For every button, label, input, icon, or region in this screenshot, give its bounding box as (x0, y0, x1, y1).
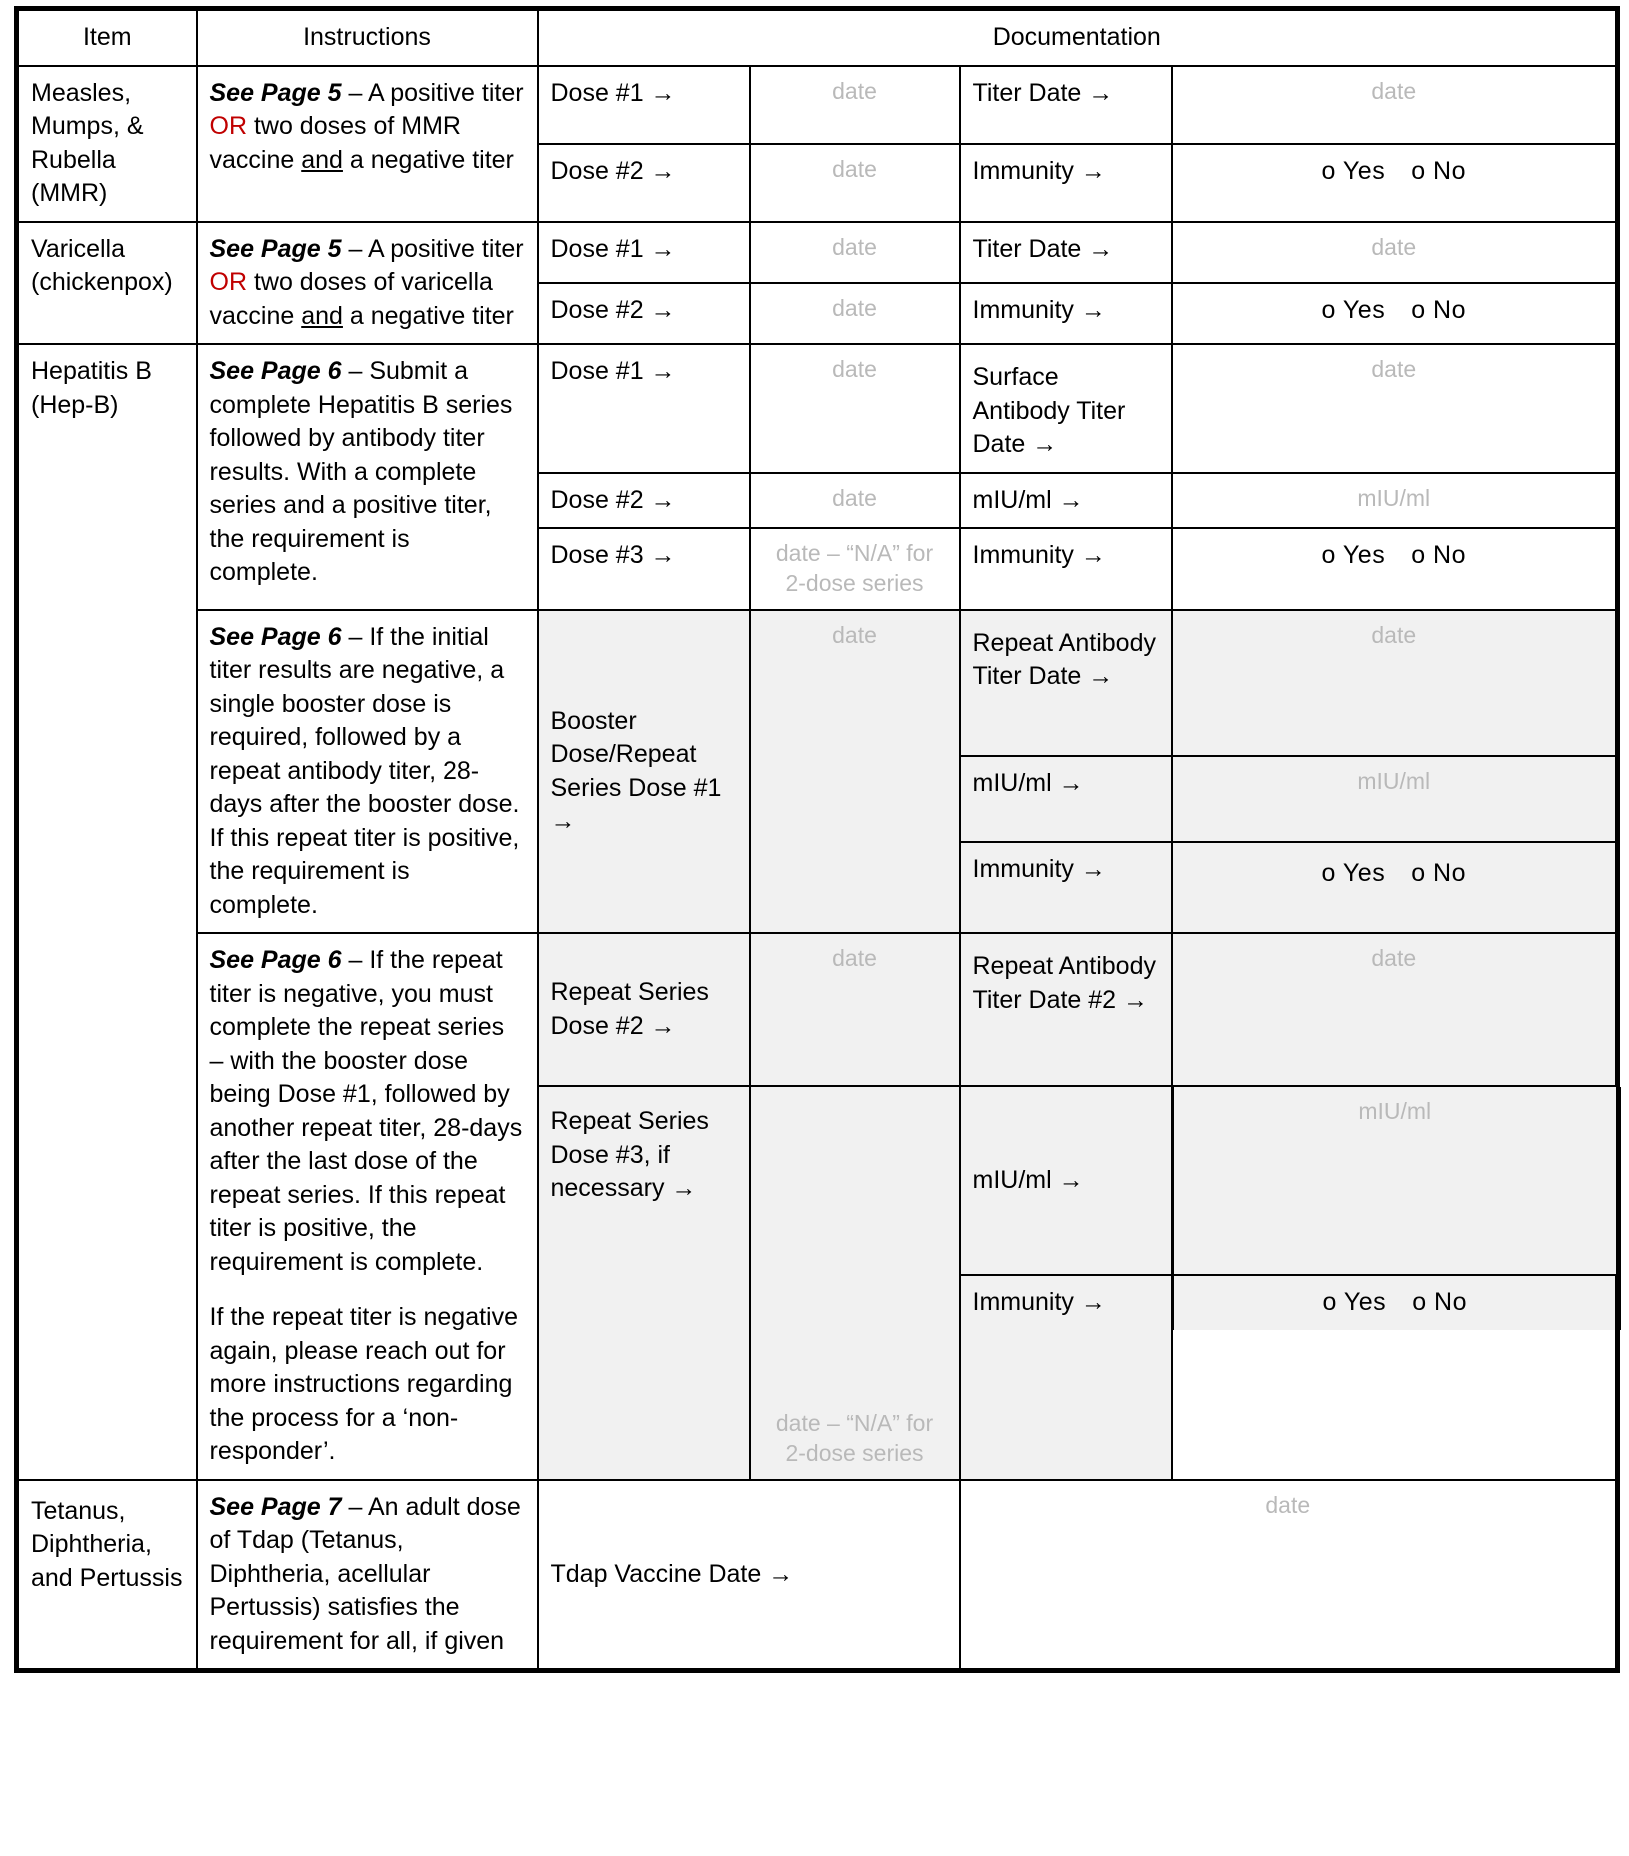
and-keyword-varicella: and (301, 301, 343, 330)
placeholder-date: date (1265, 1491, 1311, 1518)
column-header-instructions: Instructions (197, 9, 538, 66)
table-row-hepb-repeat-miu (961, 1087, 1619, 1275)
immunization-requirements-table (14, 6, 1620, 1673)
table-row-hepb-repeat-dose2 (17, 933, 1618, 1086)
label-hepb-repeat-miu: mIU/ml → (961, 1087, 1173, 1275)
label-hepb-dose2: Dose #2 → (538, 473, 750, 529)
option-yes[interactable]: o Yes (1321, 858, 1386, 887)
field-hepb-immunity-choice[interactable] (1172, 528, 1618, 610)
label-hepb-surface-antibody-titer-date: Surface Antibody Titer Date → (960, 344, 1172, 473)
instructions-varicella-b: two doses of varicella vaccine (209, 268, 493, 330)
field-hepb-repeat-immunity-choice[interactable] (1173, 1275, 1619, 1330)
placeholder-date: date (832, 945, 877, 972)
placeholder-date: date (832, 621, 877, 648)
label-hepb-booster-dose: Booster Dose/Repeat Series Dose #1 → (538, 610, 750, 934)
field-varicella-dose2-date[interactable] (750, 283, 960, 344)
instructions-tdap-body: – An adult dose of Tdap (Tetanus, Diphtheria, acellular Pertussis) satisfies the requirement for all, if given (209, 1492, 521, 1655)
instructions-mmr-b: two doses of MMR vaccine (209, 112, 461, 174)
field-mmr-dose1-date[interactable] (750, 66, 960, 144)
instructions-hepb-3-p1 (210, 944, 525, 1279)
placeholder-date: date (832, 155, 877, 182)
item-label-varicella: Varicella (chickenpox) (17, 222, 197, 345)
field-hepb-repeat-dose2-date[interactable] (750, 933, 960, 1086)
placeholder-date: date (1371, 356, 1417, 382)
table-row-varicella-dose1 (17, 222, 1618, 283)
column-header-documentation: Documentation (538, 9, 1618, 66)
instructions-varicella (197, 222, 538, 345)
label-mmr-dose2: Dose #2 → (538, 144, 750, 222)
label-tdap-vaccine-date: Tdap Vaccine Date → (538, 1480, 960, 1671)
table-row-mmr-dose1 (17, 66, 1618, 144)
item-label-hepatitis-b: Hepatitis B (Hep-B) (17, 344, 197, 1480)
table-header-row (17, 9, 1618, 66)
field-varicella-dose1-date[interactable] (750, 222, 960, 283)
column-header-item: Item (17, 9, 197, 66)
placeholder-date: date (1371, 945, 1417, 972)
instructions-hepb-3-body: – If the repeat titer is negative, you must complete the repeat series – with the booster dose being Dose #1, followed by another repeat titer, 28-days after the last dose of the repeat series. If this repeat titer is positive, the requirement is complete. (209, 946, 523, 1276)
label-hepb-repeat-immunity: Immunity → (961, 1275, 1173, 1330)
label-hepb-repeat-antibody-titer-date: Repeat Antibody Titer Date → (960, 610, 1172, 756)
placeholder-date-na: date – “N/A” for 2-dose series (775, 540, 934, 596)
or-keyword-mmr: OR (209, 112, 247, 140)
instructions-tdap (197, 1480, 538, 1671)
label-mmr-immunity: Immunity → (960, 144, 1172, 222)
label-mmr-dose1: Dose #1 → (538, 66, 750, 144)
label-hepb-booster-miu: mIU/ml → (960, 756, 1172, 841)
placeholder-date-na: date – “N/A” for 2-dose series (775, 1410, 934, 1466)
instructions-mmr (197, 66, 538, 222)
placeholder-miu: mIU/ml (1358, 1098, 1432, 1125)
field-varicella-titer-date[interactable] (1172, 222, 1618, 283)
option-no[interactable]: o No (1411, 858, 1467, 887)
placeholder-date: date (1371, 77, 1417, 104)
field-hepb-dose3-date[interactable] (750, 528, 960, 610)
item-label-tdap: Tetanus, Diphtheria, and Pertussis (17, 1480, 197, 1671)
field-hepb-booster-dose-date[interactable] (750, 610, 960, 934)
field-tdap-vaccine-date[interactable] (960, 1480, 1618, 1671)
instructions-hepb-2-body: – If the initial titer results are negative, a single booster dose is required, followed by a repeat antibody titer, 28-days after the booster dose. If this repeat titer is positive, the requirement is complete. (209, 622, 520, 919)
see-page-ref-tdap: See Page 7 (209, 1492, 342, 1521)
label-hepb-repeat-series-dose2: Repeat Series Dose #2 → (538, 933, 750, 1086)
see-page-ref-hepb-1: See Page 6 (209, 357, 342, 385)
field-hepb-repeat-miu-value[interactable] (1173, 1087, 1619, 1275)
instructions-hepb-block2 (197, 610, 538, 934)
field-hepb-dose2-date[interactable] (750, 473, 960, 529)
table-row-tdap (17, 1480, 1618, 1671)
option-yes[interactable]: o Yes (1321, 541, 1386, 569)
item-label-mmr: Measles, Mumps, & Rubella (MMR) (17, 66, 197, 222)
label-varicella-dose2: Dose #2 → (538, 283, 750, 344)
placeholder-date: date (832, 77, 877, 104)
table-row-hepb-dose1 (17, 344, 1618, 473)
instructions-mmr-c: a negative titer (342, 145, 514, 174)
option-no[interactable]: o No (1411, 295, 1467, 324)
instructions-hepb-3-p2: If the repeat titer is negative again, please reach out for more instructions regarding the process for a ‘non-responder’. (209, 1303, 519, 1466)
field-hepb-repeat-dose3-date[interactable] (750, 1086, 960, 1480)
option-no[interactable]: o No (1412, 1288, 1467, 1317)
option-yes[interactable]: o Yes (1321, 295, 1386, 324)
option-no[interactable]: o No (1411, 541, 1467, 569)
instructions-varicella-c: a negative titer (342, 301, 514, 330)
placeholder-date: date (832, 233, 877, 260)
label-hepb-booster-immunity: Immunity → (960, 842, 1172, 934)
placeholder-date: date (832, 484, 877, 511)
option-no[interactable]: o No (1411, 156, 1467, 185)
instructions-hepb-block1 (197, 344, 538, 610)
field-mmr-dose2-date[interactable] (750, 144, 960, 222)
option-yes[interactable]: o Yes (1322, 1288, 1387, 1317)
instructions-varicella-a: – A positive titer (341, 234, 524, 263)
placeholder-date: date (832, 356, 877, 382)
and-keyword-mmr: and (301, 145, 343, 174)
label-mmr-titer-date: Titer Date → (960, 66, 1172, 144)
see-page-ref-mmr: See Page 5 (209, 78, 342, 107)
field-hepb-miu-value[interactable] (1172, 473, 1618, 529)
label-varicella-immunity: Immunity → (960, 283, 1172, 344)
field-hepb-booster-miu-value[interactable] (1172, 756, 1618, 841)
table-row-hepb-booster-titer (17, 610, 1618, 756)
field-mmr-immunity-choice[interactable] (1172, 144, 1618, 222)
field-mmr-titer-date[interactable] (1172, 66, 1618, 144)
see-page-ref-hepb-3: See Page 6 (209, 946, 342, 975)
field-hepb-repeat-titer-date[interactable] (1172, 610, 1618, 756)
instructions-mmr-a: – A positive titer (341, 78, 524, 107)
instructions-hepb-block3 (197, 933, 538, 1480)
label-hepb-dose1: Dose #1 → (538, 344, 750, 473)
or-keyword-varicella: OR (209, 268, 247, 296)
placeholder-date: date (1371, 233, 1417, 260)
label-hepb-dose3: Dose #3 → (538, 528, 750, 610)
field-hepb-dose1-date[interactable] (750, 344, 960, 473)
placeholder-miu: mIU/ml (1357, 768, 1431, 795)
label-hepb-immunity: Immunity → (960, 528, 1172, 610)
table-row-hepb-repeat-immunity (961, 1275, 1619, 1330)
placeholder-date: date (832, 294, 877, 321)
option-yes[interactable]: o Yes (1321, 156, 1386, 185)
hepb-repeat-miu-immunity-stack (960, 1086, 1467, 1480)
label-varicella-titer-date: Titer Date → (960, 222, 1172, 283)
field-hepb-booster-immunity-choice[interactable] (1172, 842, 1618, 934)
instructions-hepb-1-body: – Submit a complete Hepatitis B series followed by antibody titer results. With a complete series and a positive titer, the requirement is complete. (209, 357, 513, 586)
field-hepb-repeat-titer-date-2[interactable] (1172, 933, 1618, 1086)
field-varicella-immunity-choice[interactable] (1172, 283, 1618, 344)
field-hepb-surface-titer-date[interactable] (1172, 344, 1618, 473)
label-hepb-miu: mIU/ml → (960, 473, 1172, 529)
label-hepb-repeat-series-dose3: Repeat Series Dose #3, if necessary → (538, 1086, 750, 1480)
label-varicella-dose1: Dose #1 → (538, 222, 750, 283)
label-hepb-repeat-antibody-titer-date-2: Repeat Antibody Titer Date #2 → (960, 933, 1172, 1086)
see-page-ref-varicella: See Page 5 (209, 234, 342, 263)
placeholder-miu: mIU/ml (1357, 484, 1431, 511)
see-page-ref-hepb-2: See Page 6 (209, 622, 342, 651)
placeholder-date: date (1371, 621, 1417, 648)
